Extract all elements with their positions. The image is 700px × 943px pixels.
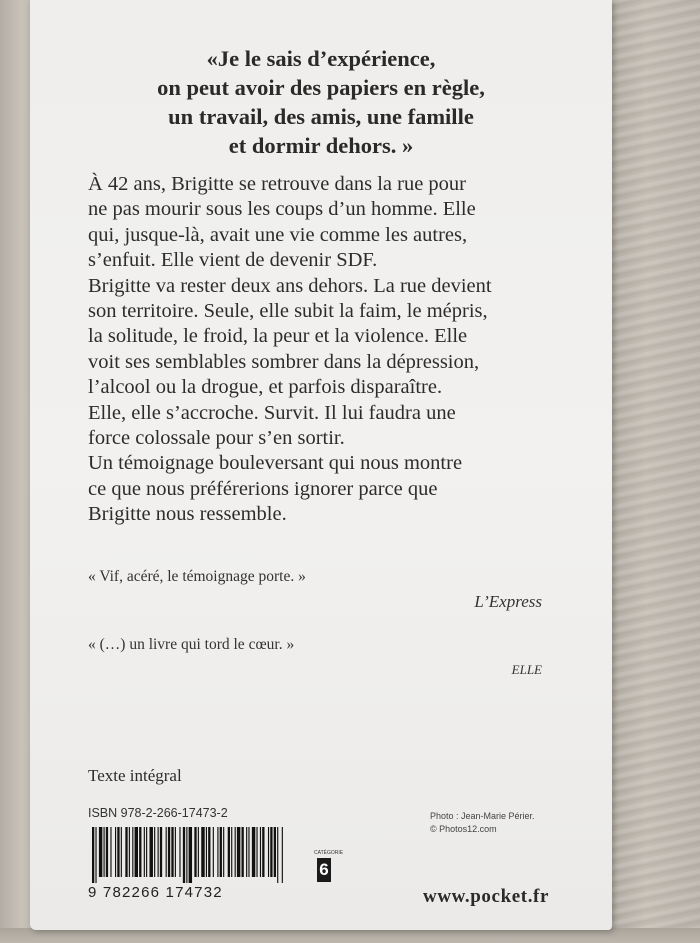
barcode-bar [228,827,230,877]
barcode-bar [220,827,222,877]
blurb-line: À 42 ans, Brigitte se retrouve dans la rue pour [88,173,467,195]
barcode-bar [139,827,141,877]
barcode-bar [237,827,240,877]
barcode-bar [277,827,278,883]
photo-credit-line: Photo : Jean-Marie Périer. [430,811,535,821]
blurb-line: qui, jusque-là, avait une vie comme les autres, [88,223,468,246]
barcode-bar [282,827,283,883]
barcode-bar [171,827,173,877]
barcode-bar [175,827,176,877]
isbn-number: ISBN 978-2-266-17473-2 [88,806,228,820]
blurb-line: voit ses semblables sombrer dans la dépression, [88,350,480,373]
barcode-bar [99,827,102,877]
quote-line: un travail, des amis, une famille [168,104,474,129]
barcode-bar [144,827,145,877]
barcode-bar [158,827,159,877]
review-quote-elle: « (…) un livre qui tord le cœur. » [88,636,295,653]
photo-credit-line: © Photos12.com [430,824,497,834]
book-back-cover [30,0,612,930]
barcode-bar [208,827,210,877]
blurb-line: la solitude, le froid, la peur et la violence. Elle [88,325,468,348]
barcode-bar [121,827,122,877]
blurb-line: Brigitte va rester deux ans dehors. La rue devient [88,274,492,297]
publisher-url: www.pocket.fr [423,886,550,907]
barcode-bar [246,827,247,877]
barcode-bar [274,827,276,877]
quote-line: on peut avoir des papiers en règle, [157,75,485,100]
quote-line: et dormir dehors. » [228,133,414,158]
photo-credit [430,810,535,836]
barcode-bar [183,827,185,883]
wood-table-right [610,0,700,943]
barcode-bar [270,827,272,877]
barcode-bar [248,827,249,877]
review-source-lexpress: L’Express [474,592,542,611]
barcode-bar [132,827,133,877]
blurb-line: Brigitte nous ressemble. [88,503,287,526]
wood-table-bottom [0,928,700,943]
barcode-bar [198,827,199,877]
barcode-bar [146,827,147,877]
barcode [88,827,288,883]
blurb-line: ne pas mourir sous les coups d’un homme. Elle [88,198,476,221]
barcode-bar [95,827,96,883]
barcode-bar [117,827,119,877]
blurb-line: ce que nous préférerions ignorer parce que [88,477,438,500]
blurb-line: l’alcool ou la drogue, et parfois disparaître. [88,376,443,399]
barcode-bar [125,827,127,877]
blurb-text [88,172,588,528]
blurb-line: son territoire. Seule, elle subit la faim, le mépris, [88,300,488,323]
barcode-bar [217,827,218,877]
barcode-bar [104,827,105,877]
barcode-bar [256,827,257,877]
blurb-line: s’enfuit. Elle vient de devenir SDF. [88,249,378,272]
blurb-line: force colossale pour s’en sortir. [88,427,345,450]
barcode-bar [189,827,192,883]
barcode-bar [268,827,269,877]
barcode-bar [110,827,111,877]
barcode-bar [242,827,244,877]
review-source-elle: ELLE [511,662,542,677]
quote-line: «Je le sais d’expérience, [206,46,436,71]
category-label: CATÉGORIE [314,850,344,856]
barcode-bar [166,827,167,877]
barcode-bar [135,827,138,877]
barcode-bar [213,827,214,877]
blurb-line: Un témoignage bouleversant qui nous montre [88,452,463,475]
barcode-bar [194,827,196,877]
barcode-bar [129,827,130,877]
barcode-bar [223,827,224,877]
barcode-bar [115,827,116,877]
barcode-bar [231,827,232,877]
review-quote-lexpress: « Vif, acéré, le témoignage porte. » [88,568,306,585]
texte-integral-label: Texte intégral [88,766,182,785]
barcode-bar [252,827,255,877]
barcode-bar [179,827,180,877]
barcode-digits: 9 782266 174732 [88,884,223,901]
barcode-bar [262,827,264,877]
barcode-bar [106,827,108,877]
barcode-bar [186,827,187,883]
cover-quote [30,44,612,160]
barcode-bar [235,827,236,877]
barcode-bar [201,827,204,877]
barcode-bar [160,827,162,877]
barcode-bar [92,827,94,883]
blurb-line: Elle, elle s’accroche. Survit. Il lui faudra une [88,401,456,424]
barcode-bar [154,827,155,877]
barcode-bar [168,827,170,877]
barcode-bar [206,827,207,877]
barcode-bar [150,827,153,877]
category-badge: 6 [317,858,331,882]
barcode-bar [260,827,261,877]
